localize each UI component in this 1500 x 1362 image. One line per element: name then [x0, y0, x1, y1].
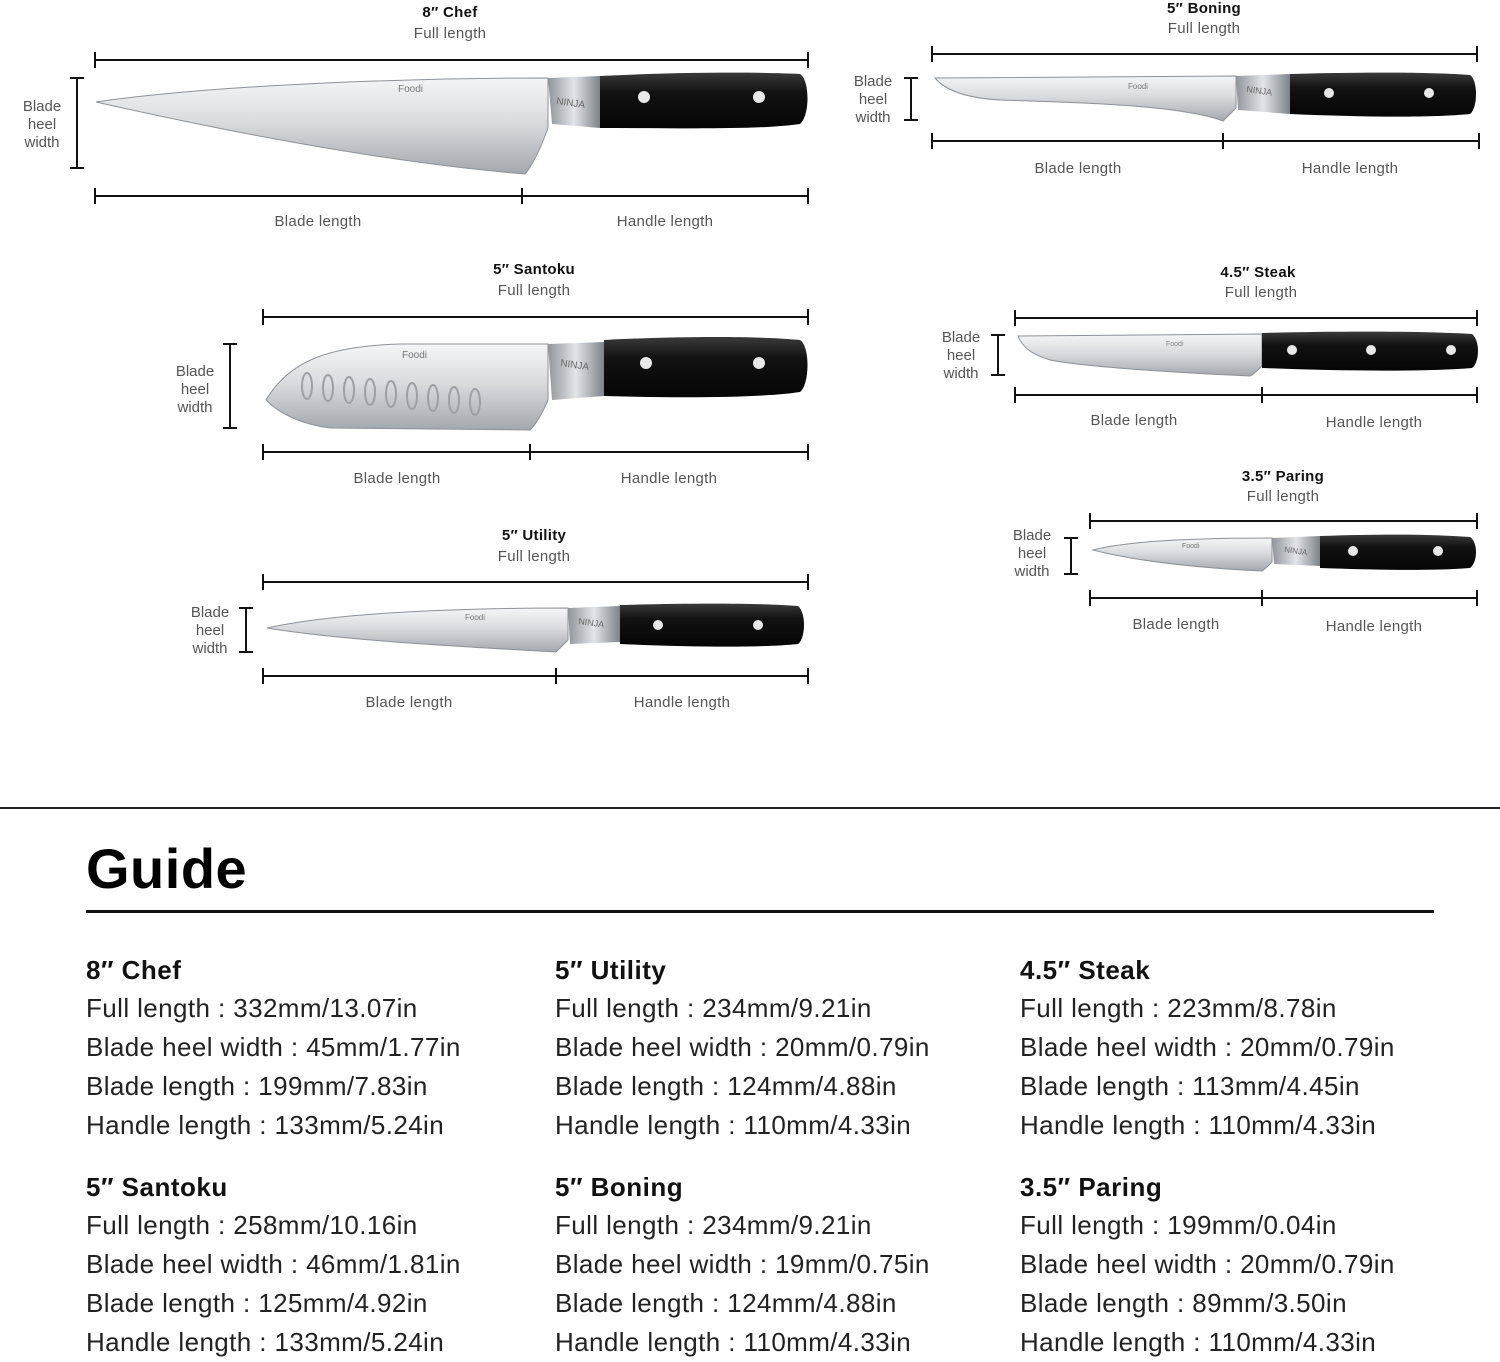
chef-knife — [70, 52, 808, 204]
spec-blade-length: Blade length : 124mm/4.88in — [555, 1071, 897, 1101]
utility-heel-label: Blade heel width — [190, 604, 230, 657]
section-divider — [0, 807, 1500, 809]
santoku-full-length-label: Full length — [497, 282, 571, 299]
paring-blade-length-label: Blade length — [1132, 616, 1220, 633]
utility-blade-handle-dimension — [263, 668, 808, 684]
spec-handle-length: Handle length : 110mm/4.33in — [555, 1110, 912, 1140]
spec-block-paring — [1020, 1168, 1490, 1362]
utility-knife — [239, 574, 808, 684]
paring-title: 3.5″ Paring — [1241, 468, 1325, 485]
utility-full-length-label: Full length — [497, 548, 571, 565]
spec-blade-heel-width: Blade heel width : 19mm/0.75in — [555, 1249, 930, 1279]
paring-bolster-brand: NINJA — [1283, 545, 1308, 558]
santoku-handle — [604, 337, 808, 397]
chef-blade-handle-dimension — [95, 188, 808, 204]
chef-heel-label: Blade heel width — [22, 98, 62, 151]
utility-bolster-brand: NINJA — [577, 616, 605, 630]
chef-blade-length-label: Blade length — [274, 213, 362, 230]
santoku-heel-label: Blade heel width — [175, 363, 215, 416]
boning-knife — [904, 46, 1479, 149]
spec-handle-length: Handle length : 110mm/4.33in — [1020, 1327, 1377, 1357]
utility-handle — [620, 604, 804, 647]
steak-full-length-dimension — [1015, 310, 1477, 326]
chef-title: 8″ Chef — [422, 4, 478, 21]
steak-title: 4.5″ Steak — [1220, 264, 1296, 281]
utility-handle-length-label: Handle length — [633, 694, 731, 711]
spec-full-length: Full length : 234mm/9.21in — [555, 1210, 872, 1240]
chef-full-length-label: Full length — [413, 25, 487, 42]
spec-block-santoku — [86, 1168, 556, 1362]
spec-full-length: Full length : 199mm/0.04in — [1020, 1210, 1337, 1240]
boning-full-length-dimension — [932, 46, 1477, 62]
boning-blade-handle-dimension — [932, 133, 1479, 149]
spec-block-steak — [1020, 951, 1490, 1145]
spec-blade-length: Blade length : 89mm/3.50in — [1020, 1288, 1347, 1318]
spec-blade-heel-width: Blade heel width : 46mm/1.81in — [86, 1249, 461, 1279]
steak-knife — [991, 310, 1478, 403]
guide-title-rule — [86, 910, 1434, 913]
chef-handle — [600, 73, 808, 129]
santoku-blade-brand: Foodi — [402, 350, 428, 361]
steak-handle-length-label: Handle length — [1325, 414, 1423, 431]
spec-handle-length: Handle length : 110mm/4.33in — [555, 1327, 912, 1357]
spec-block-boning — [555, 1168, 1025, 1362]
spec-full-length: Full length : 258mm/10.16in — [86, 1210, 418, 1240]
spec-blade-length: Blade length : 113mm/4.45in — [1020, 1071, 1360, 1101]
spec-full-length: Full length : 234mm/9.21in — [555, 993, 872, 1023]
boning-handle — [1290, 73, 1476, 117]
steak-heel-label: Blade heel width — [941, 329, 981, 382]
santoku-blade-handle-dimension — [263, 444, 808, 460]
utility-blade-brand: Foodi — [465, 613, 486, 622]
spec-blade-heel-width: Blade heel width : 45mm/1.77in — [86, 1032, 461, 1062]
paring-blade-handle-dimension — [1090, 590, 1477, 606]
spec-full-length: Full length : 332mm/13.07in — [86, 993, 418, 1023]
paring-heel-label: Blade heel width — [1012, 527, 1052, 580]
paring-full-length-label: Full length — [1246, 488, 1320, 505]
spec-name: 8″ Chef — [86, 955, 182, 985]
paring-handle — [1320, 535, 1476, 570]
spec-blade-heel-width: Blade heel width : 20mm/0.79in — [1020, 1032, 1395, 1062]
boning-blade-brand: Foodi — [1128, 82, 1149, 91]
santoku-blade-length-label: Blade length — [353, 470, 441, 487]
santoku-title: 5″ Santoku — [493, 261, 575, 278]
guide-title: Guide — [86, 837, 248, 900]
spec-name: 5″ Boning — [555, 1172, 684, 1202]
santoku-handle-length-label: Handle length — [620, 470, 718, 487]
utility-blade — [267, 608, 568, 652]
santoku-bolster-brand: NINJA — [559, 358, 590, 373]
steak-full-length-label: Full length — [1224, 284, 1298, 301]
utility-blade-length-label: Blade length — [365, 694, 453, 711]
steak-blade-length-label: Blade length — [1090, 412, 1178, 429]
boning-full-length-label: Full length — [1167, 20, 1241, 37]
steak-blade-handle-dimension — [1015, 387, 1477, 403]
spec-blade-length: Blade length : 125mm/4.92in — [86, 1288, 428, 1318]
spec-name: 5″ Utility — [555, 955, 667, 985]
spec-block-utility — [555, 951, 1025, 1145]
spec-block-chef — [86, 951, 556, 1145]
spec-blade-heel-width: Blade heel width : 20mm/0.79in — [555, 1032, 930, 1062]
spec-full-length: Full length : 223mm/8.78in — [1020, 993, 1337, 1023]
boning-handle-length-label: Handle length — [1301, 160, 1399, 177]
chef-bolster-brand: NINJA — [555, 96, 586, 111]
spec-name: 3.5″ Paring — [1020, 1172, 1163, 1202]
chef-handle-length-label: Handle length — [616, 213, 714, 230]
paring-knife — [1064, 513, 1477, 606]
spec-handle-length: Handle length : 110mm/4.33in — [1020, 1110, 1377, 1140]
spec-handle-length: Handle length : 133mm/5.24in — [86, 1110, 445, 1140]
spec-blade-length: Blade length : 199mm/7.83in — [86, 1071, 428, 1101]
spec-blade-heel-width: Blade heel width : 20mm/0.79in — [1020, 1249, 1395, 1279]
spec-name: 4.5″ Steak — [1020, 955, 1151, 985]
spec-handle-length: Handle length : 133mm/5.24in — [86, 1327, 445, 1357]
chef-full-length-dimension — [95, 52, 808, 68]
chef-blade-brand: Foodi — [398, 84, 424, 95]
boning-blade — [935, 76, 1236, 121]
utility-title: 5″ Utility — [501, 527, 567, 544]
paring-blade-brand: Foodi — [1182, 543, 1200, 550]
steak-blade-brand: Foodi — [1166, 341, 1184, 348]
chef-blade — [96, 78, 548, 174]
boning-bolster-brand: NINJA — [1245, 84, 1273, 98]
boning-title: 5″ Boning — [1166, 0, 1242, 17]
paring-handle-length-label: Handle length — [1325, 618, 1423, 635]
santoku-full-length-dimension — [263, 309, 808, 325]
spec-blade-length: Blade length : 124mm/4.88in — [555, 1288, 897, 1318]
boning-heel-label: Blade heel width — [853, 73, 893, 126]
boning-blade-length-label: Blade length — [1034, 160, 1122, 177]
utility-full-length-dimension — [263, 574, 808, 590]
santoku-knife — [223, 309, 808, 460]
paring-full-length-dimension — [1090, 513, 1477, 529]
spec-name: 5″ Santoku — [86, 1172, 228, 1202]
steak-blade — [1018, 334, 1262, 376]
